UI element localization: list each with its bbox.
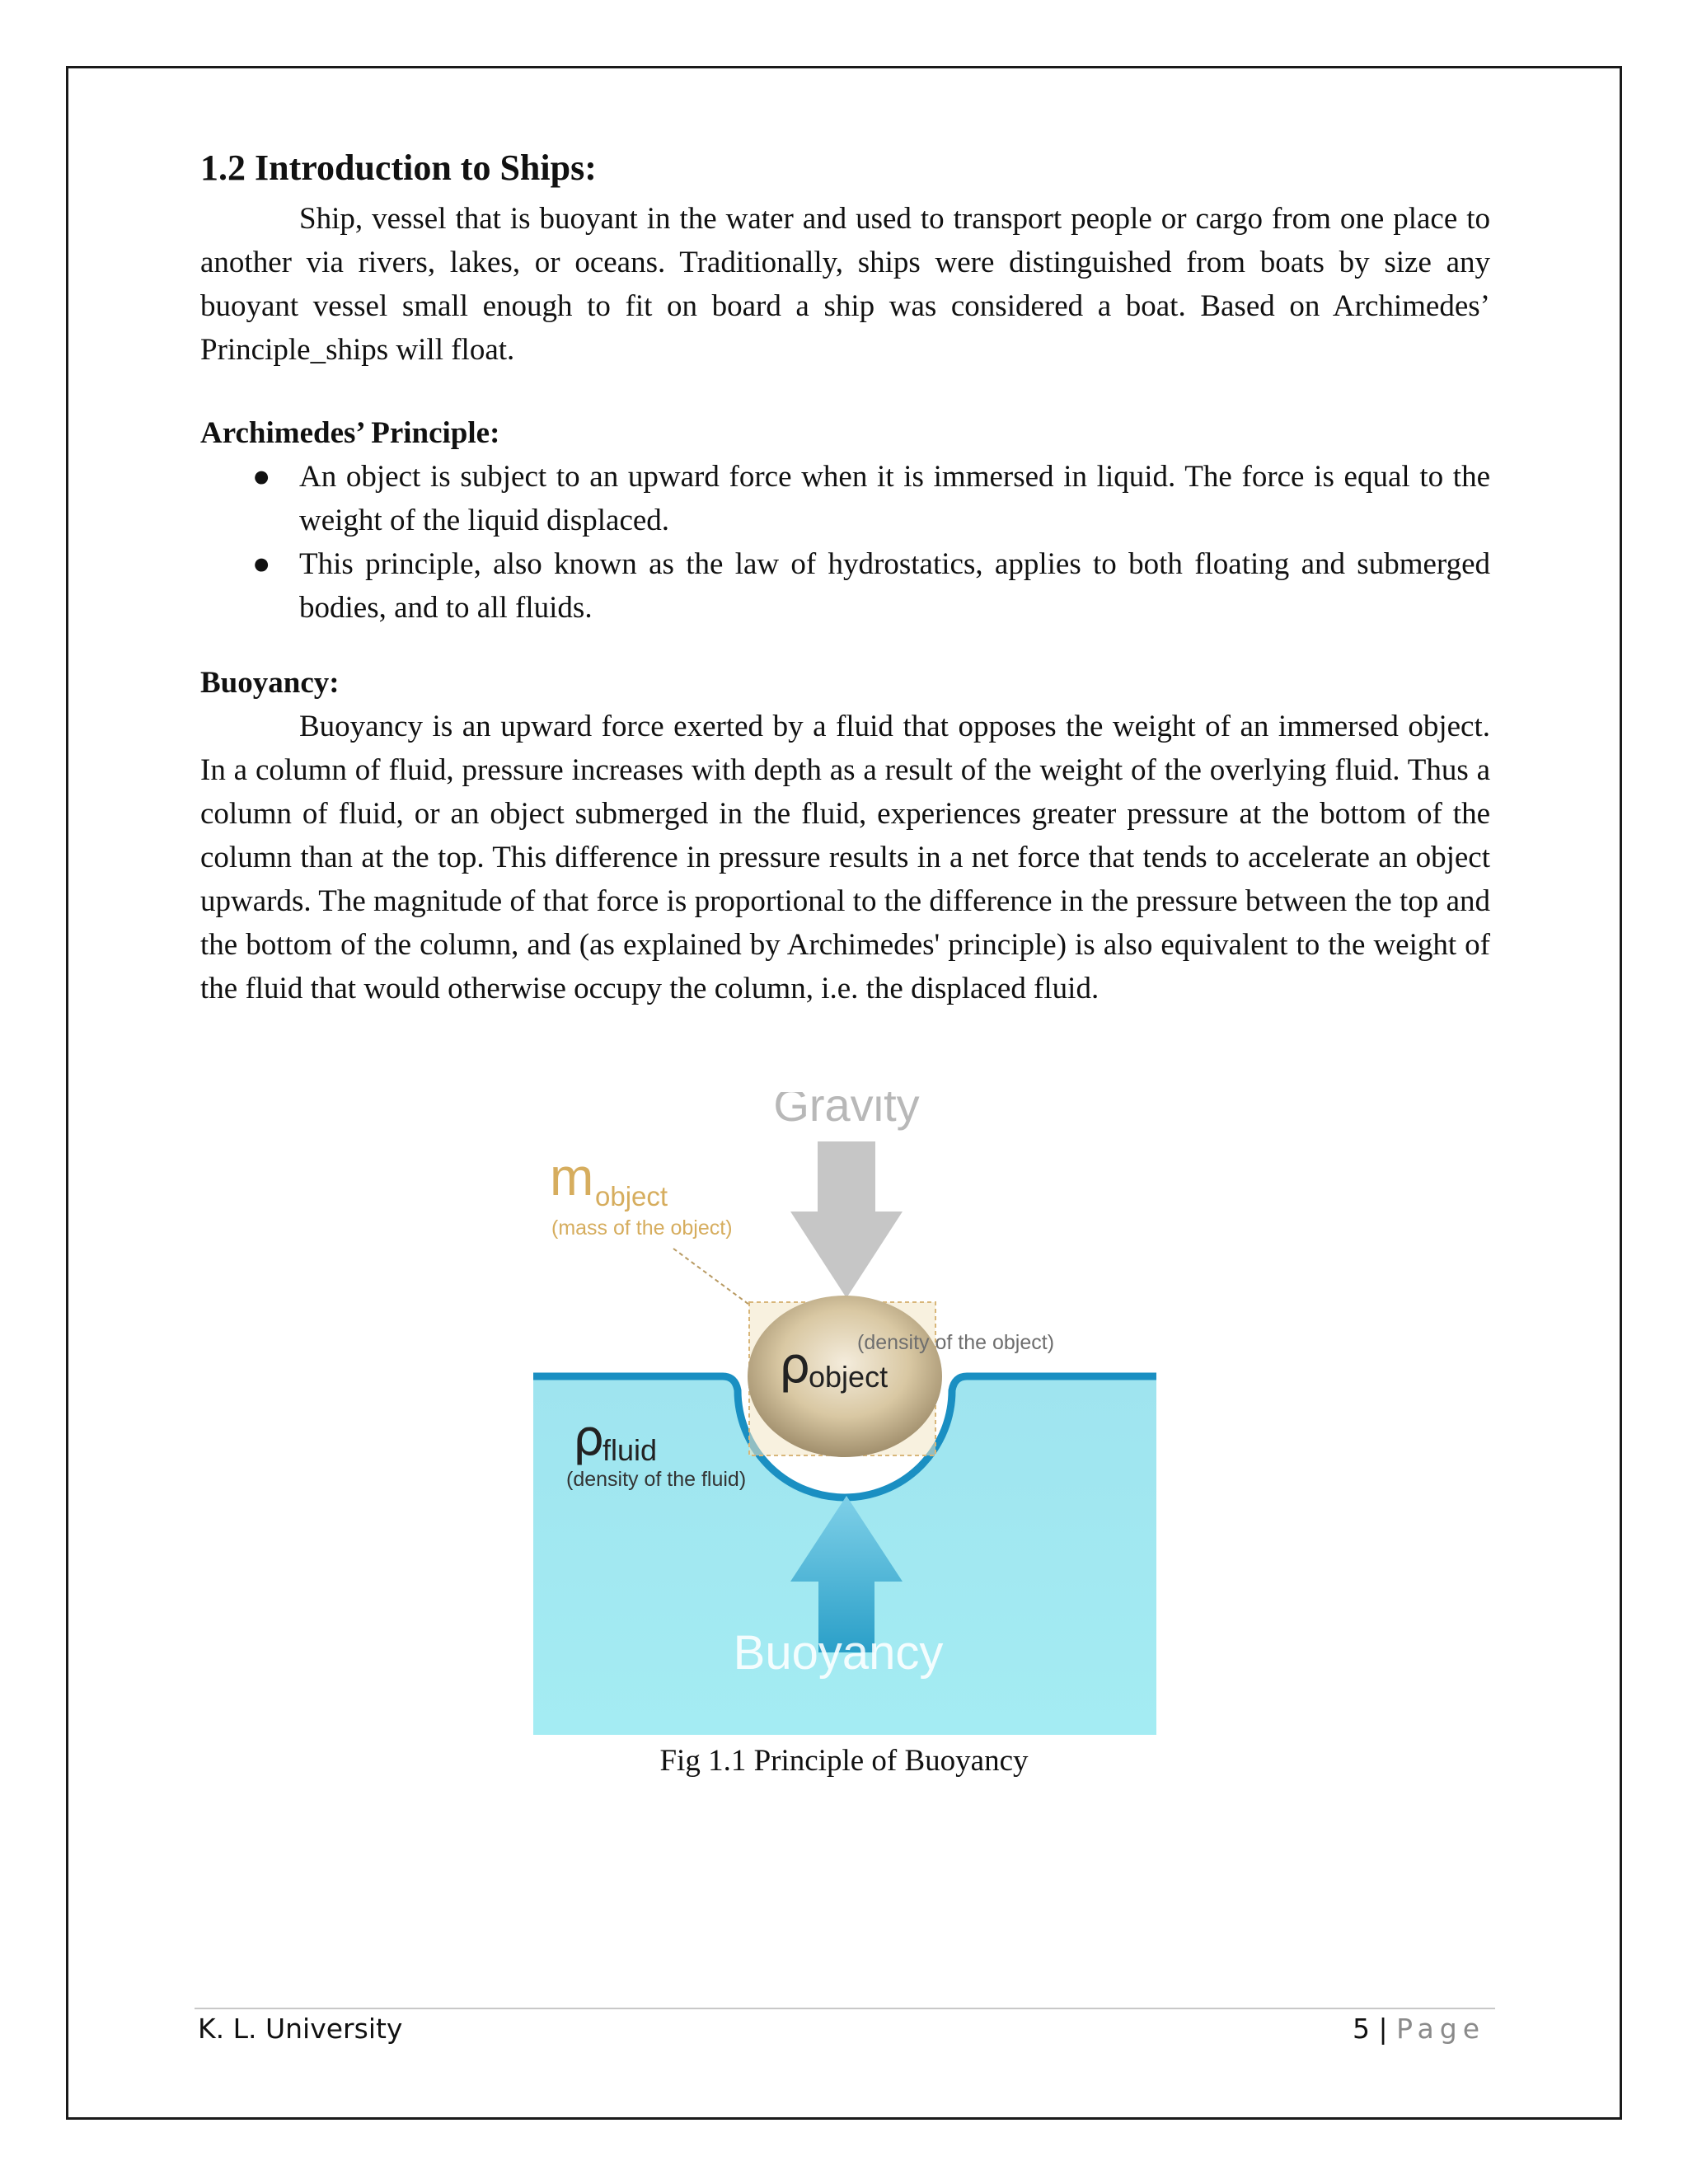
rho-object-subscript: object bbox=[809, 1360, 889, 1394]
footer-divider bbox=[195, 2008, 1495, 2009]
bullet-icon: ● bbox=[252, 547, 271, 581]
intro-paragraph: Ship, vessel that is buoyant in the water and used to transport people or cargo from one place to another via rivers, lakes, or oceans. Traditionally, ships were distinguished from boats by size any buoyant vessel small enough to fit on board a ship was considered a boat. Based on Archimedes’ Principle_ships will float. bbox=[200, 202, 1490, 367]
mass-subscript: object bbox=[595, 1181, 668, 1212]
figure-caption: Fig 1.1 Principle of Buoyancy bbox=[659, 1744, 1029, 1778]
rho-fluid-subscript: fluid bbox=[603, 1433, 658, 1467]
list-item: ● This principle, also known as the law of hydrostatics, applies to both floating and submerged bodies, and to all fluids. bbox=[200, 542, 1490, 630]
page-content bbox=[200, 144, 1490, 1010]
page-number: 5 bbox=[1352, 2013, 1370, 2045]
mass-description: (mass of the object) bbox=[551, 1216, 733, 1240]
page-separator: | bbox=[1378, 2013, 1388, 2045]
buoyancy-diagram bbox=[533, 1092, 1156, 1735]
archimedes-list bbox=[200, 455, 1490, 630]
gravity-label: Gravity bbox=[773, 1092, 920, 1131]
buoyancy-label: Buoyancy bbox=[733, 1626, 944, 1680]
archimedes-heading: Archimedes’ Principle: bbox=[200, 416, 500, 450]
rho-fluid-description: (density of the fluid) bbox=[566, 1468, 747, 1491]
rho-object-symbol: ρ bbox=[779, 1337, 811, 1394]
bullet-icon: ● bbox=[252, 460, 271, 494]
list-item: ● An object is subject to an upward force when it is immersed in liquid. The force is equal to the weight of the liquid displaced. bbox=[200, 455, 1490, 542]
footer-page bbox=[1353, 2011, 1485, 2047]
rho-fluid-symbol: ρ bbox=[573, 1409, 605, 1467]
rho-object-description: (density of the object) bbox=[857, 1331, 1055, 1354]
section-title: 1.2 Introduction to Ships: bbox=[200, 148, 597, 188]
footer-university: K. L. University bbox=[198, 2013, 403, 2045]
buoyancy-heading: Buoyancy: bbox=[200, 666, 340, 700]
buoyancy-figure bbox=[533, 1092, 1156, 1735]
mass-leader-line bbox=[673, 1249, 749, 1305]
page-label: Page bbox=[1396, 2013, 1485, 2045]
mass-symbol: m bbox=[550, 1147, 594, 1207]
buoyancy-paragraph: Buoyancy is an upward force exerted by a fluid that opposes the weight of an immersed object. In a column of fluid, pressure increases with depth as a result of the weight of the overlying fluid. Thus a column of fluid, or an object submerged in the fluid, experiences greater pressure at the bottom of the column than at the top. This difference in pressure results in a net force that tends to accelerate an object upwards. The magnitude of that force is proportional to the difference in the pressure between the top and the bottom of the column, and (as explained by Archimedes' principle) is also equivalent to the weight of the fluid that would otherwise occupy the column, i.e. the displaced fluid. bbox=[200, 710, 1490, 1005]
gravity-arrow bbox=[790, 1141, 903, 1298]
